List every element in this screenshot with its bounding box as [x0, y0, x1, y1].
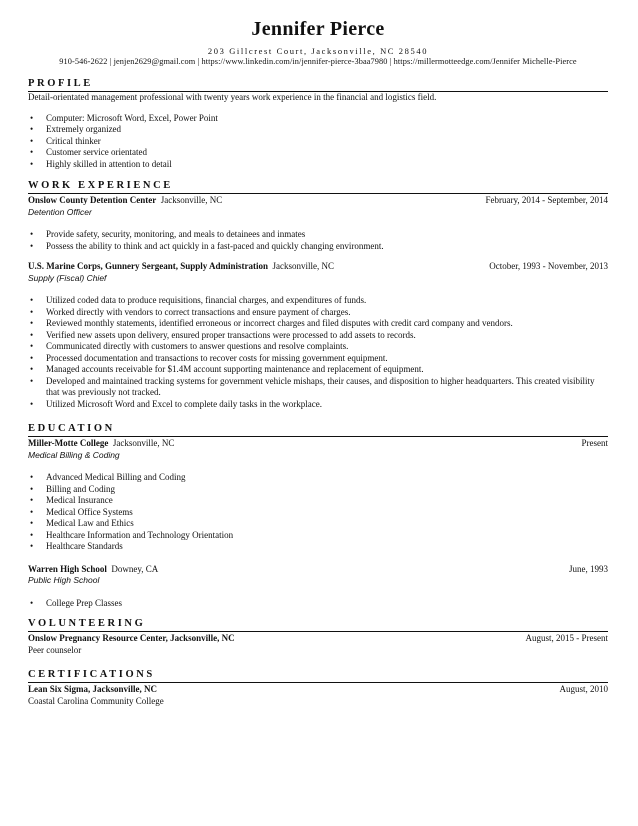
school-dates: June, 1993 — [569, 563, 608, 574]
list-item: • Possess the ability to think and act quickly in a fast-paced and quickly changing environment. — [46, 241, 608, 253]
resume-page — [28, 0, 608, 707]
job-header — [28, 261, 608, 273]
certification-date: August, 2010 — [559, 684, 608, 694]
certification-header — [28, 684, 608, 696]
list-item: • Critical thinker — [46, 136, 608, 148]
school-header — [28, 438, 608, 450]
job-title: Supply (Fiscal) Chief — [28, 272, 107, 283]
list-item: • Billing and Coding — [46, 484, 608, 496]
volunteering-heading: VOLUNTEERING — [28, 618, 608, 632]
list-item: • Utilized coded data to produce requisitions, financial charges, and expenditures of funds. — [46, 295, 608, 307]
list-item: • Communicated directly with customers to answer questions and resolve complaints. — [46, 341, 608, 353]
list-item: • Developed and maintained tracking systems for government vehicle mishaps, their causes, and disposition to higher headquarters. This created visibility that was previously not tracked. — [46, 376, 608, 399]
volunteer-organization: Onslow Pregnancy Resource Center, Jacksonville, NC — [28, 633, 235, 643]
volunteer-header — [28, 633, 608, 645]
list-item: • College Prep Classes — [46, 598, 608, 610]
school-name: Miller-Motte College — [28, 438, 109, 448]
skills-list — [28, 113, 608, 171]
school-location: Downey, CA — [111, 563, 159, 574]
list-item: • Medical Office Systems — [46, 507, 608, 519]
job-location: Jacksonville, NC — [160, 195, 223, 205]
volunteer-role: Peer counselor — [28, 644, 82, 655]
list-item: • Customer service orientated — [46, 147, 608, 159]
work-experience-heading: WORK EXPERIENCE — [28, 180, 608, 194]
contact-line: 910-546-2622 | jenjen2629@gmail.com | https://www.linkedin.com/in/jennifer-pierce-3baa7980 | https://millermotteedge.com/Jennifer Michelle-Pierce — [59, 57, 577, 66]
course-list — [28, 598, 608, 610]
list-item: • Healthcare Information and Technology Orientation — [46, 530, 608, 542]
job-duties-list — [28, 295, 608, 410]
volunteer-dates: August, 2015 - Present — [525, 633, 608, 643]
list-item: • Extremely organized — [46, 124, 608, 136]
list-item: • Computer: Microsoft Word, Excel, Power Point — [46, 113, 608, 125]
list-item: • Healthcare Standards — [46, 541, 608, 553]
list-item: • Verified new assets upon delivery, ensured proper transactions were processed to add assets to records. — [46, 330, 608, 342]
school-name: Warren High School — [28, 563, 107, 574]
profile-heading: PROFILE — [28, 78, 608, 92]
job-dates: October, 1993 - November, 2013 — [489, 261, 608, 271]
education-heading: EDUCATION — [28, 423, 608, 437]
list-item: • Highly skilled in attention to detail — [46, 159, 608, 171]
job-location: Jacksonville, NC — [272, 261, 335, 271]
list-item: • Provide safety, security, monitoring, and meals to detainees and inmates — [46, 229, 608, 241]
school-program: Public High School — [28, 575, 100, 585]
certification-issuer: Coastal Carolina Community College — [28, 695, 164, 706]
candidate-address: 203 Gillcrest Court, Jacksonville, NC 28540 — [207, 46, 429, 56]
job-duties-list — [28, 229, 608, 252]
candidate-name: Jennifer Pierce — [251, 18, 385, 40]
list-item: • Processed documentation and transactions to recover costs for missing government equipment. — [46, 353, 608, 365]
school-header — [28, 564, 608, 576]
job-organization: Onslow County Detention Center — [28, 195, 157, 205]
course-list — [28, 472, 608, 553]
job-header — [28, 195, 608, 207]
school-program: Medical Billing & Coding — [28, 449, 120, 460]
school-location: Jacksonville, NC — [112, 438, 175, 448]
list-item: • Advanced Medical Billing and Coding — [46, 472, 608, 484]
job-organization: U.S. Marine Corps, Gunnery Sergeant, Supply Administration — [28, 261, 269, 271]
profile-summary: Detail-orientated management professional with twenty years work experience in the financial and logistics field. — [28, 92, 437, 102]
certification-name: Lean Six Sigma, Jacksonville, NC — [28, 684, 158, 694]
list-item: • Medical Law and Ethics — [46, 518, 608, 530]
school-dates: Present — [581, 438, 608, 448]
list-item: • Medical Insurance — [46, 495, 608, 507]
list-item: • Managed accounts receivable for $1.4M account supporting maintenance and replacement of equipment. — [46, 364, 608, 376]
list-item: • Worked directly with vendors to correct transactions and ensure payment of charges. — [46, 307, 608, 319]
certifications-heading: CERTIFICATIONS — [28, 669, 608, 683]
list-item: • Utilized Microsoft Word and Excel to complete daily tasks in the workplace. — [46, 399, 608, 411]
list-item: • Reviewed monthly statements, identified erroneous or incorrect charges and filed disputes with credit card company and vendors. — [46, 318, 608, 330]
job-dates: February, 2014 - September, 2014 — [485, 195, 608, 205]
job-title: Detention Officer — [28, 206, 92, 217]
